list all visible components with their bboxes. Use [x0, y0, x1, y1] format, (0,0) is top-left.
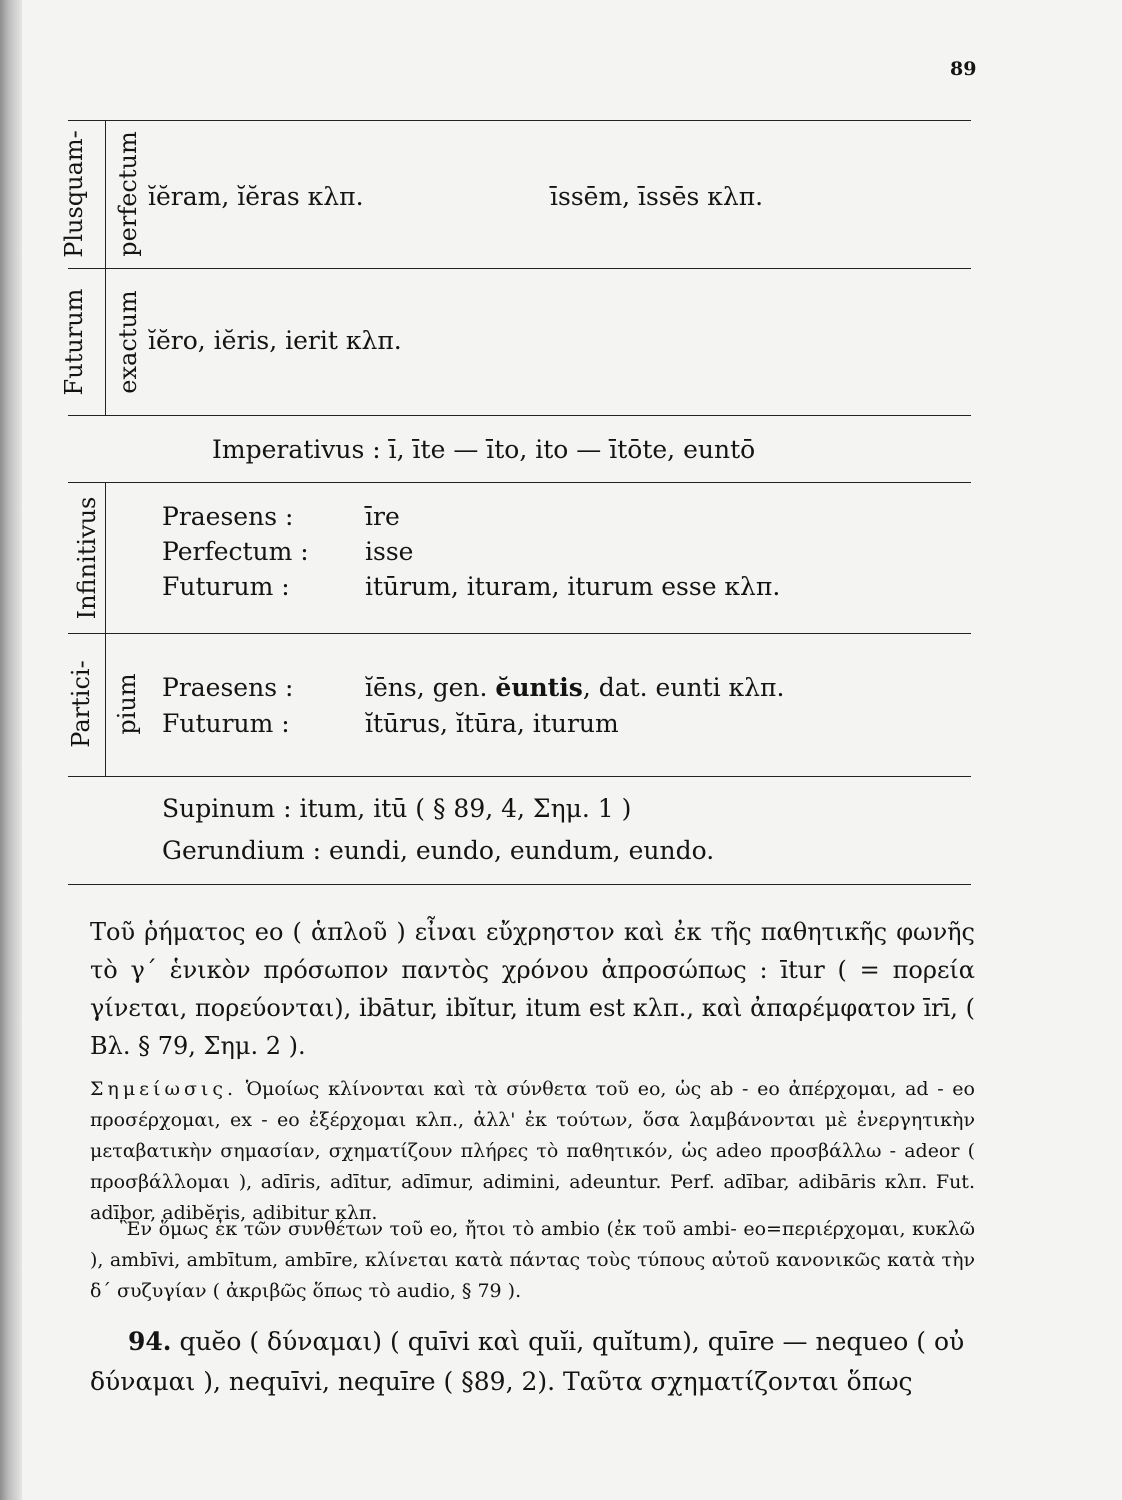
- note-text-1: Ὁμοίως κλίνονται καὶ τὰ σύνθετα τοῦ eo, ὡς ab - eo ἀπέρχομαι, ad - eo προσέρχομαι, ex - eo ἐξέρχομαι κλπ., ἀλλ' ἐκ τούτων, ὅσα λαμβάνονται μὲ ἐνεργητικὴν μεταβατικὴν σημασίαν, σχηματίζουν πλήρες τὸ παθητικόν, ὡς adeo προσβάλλω - adeor ( προσβάλλομαι ), adīris, adītur, adīmur, adimini, adeuntur. Perf. adībar, adibāris κλπ. Fut. adībor, adibĕris, adibitur κλπ.: [90, 1078, 975, 1224]
- row-label-perfectum: perfectum: [114, 131, 142, 257]
- note-block: [90, 1074, 975, 1229]
- infinitivus-futurum-value: itūrum, ituram, iturum esse κλπ.: [365, 572, 781, 601]
- imperativus-line: Imperativus : ī, īte — īto, ito — ītōte, euntō: [212, 435, 756, 464]
- infinitivus-perfectum-label: Perfectum :: [162, 537, 309, 566]
- participium-praesens-value-bold: ĕuntis: [495, 673, 583, 702]
- vertical-rule-2: [105, 268, 106, 415]
- infinitivus-praesens-label: Praesens :: [162, 502, 294, 531]
- participium-futurum-value: ĭtūrus, ĭtūra, iturum: [365, 709, 619, 738]
- infinitivus-praesens-value: īre: [365, 502, 400, 531]
- rule-after-participium: [68, 776, 971, 777]
- infinitivus-perfectum-value: isse: [365, 537, 414, 566]
- row-label-infinitivus: Infinitivus: [73, 496, 101, 620]
- row-label-pium: pium: [113, 673, 141, 735]
- row-label-partici: Partici-: [67, 660, 95, 748]
- note-heading: Σημείωσις.: [90, 1078, 238, 1100]
- rule-after-plusquam: [68, 268, 971, 269]
- participium-praesens-label: Praesens :: [162, 673, 294, 702]
- plusquam-indicative: ĭĕram, ĭĕras κλπ.: [148, 182, 364, 211]
- note-text-2: Ἓν ὅμως ἐκ τῶν συνθέτων τοῦ eo, ἤτοι τὸ ambio (ἐκ τοῦ ambi- eo=περιέρχομαι, κυκλῶ ), ambīvi, ambītum, ambīre, κλίνεται κατὰ πάντας τοὺς τύπους αὐτοῦ κανονικῶς κατὰ τὴν δ΄ συζυγίαν ( ἀκριβῶς ὅπως τὸ audio, § 79 ).: [90, 1218, 975, 1302]
- page-number: 89: [950, 58, 977, 80]
- participium-futurum-label: Futurum :: [162, 709, 290, 738]
- rule-bottom: [68, 884, 971, 885]
- vertical-rule-3: [105, 482, 106, 633]
- participium-praesens-value: [365, 671, 784, 705]
- section-94-text: quĕo ( δύναμαι) ( quīvi καὶ quĭi, quĭtum), quīre — nequeo ( οὐ δύναμαι ), nequīvi, nequīre ( §89, 2). Ταῦτα σχηματίζονται ὅπως: [90, 1327, 965, 1396]
- paragraph-eo-passive: Τοῦ ῥήματος eo ( ἁπλοῦ ) εἶναι εὔχρηστον καὶ ἐκ τῆς παθητικῆς φωνῆς τὸ γ΄ ἑνικὸν πρόσωπον παντὸς χρόνου ἀπροσώπως : ītur ( = πορεία γίνεται, πορεύονται), ibātur, ibĭtur, itum est κλπ., καὶ ἀπαρέμφατον īrī, ( Βλ. § 79, Σημ. 2 ).: [90, 918, 975, 1060]
- plusquam-subjunctive: īssēm, īssēs κλπ.: [550, 182, 764, 211]
- vertical-rule-4: [105, 633, 106, 776]
- participium-praesens-value-post: , dat. eunti κλπ.: [582, 673, 785, 702]
- row-label-exactum: exactum: [114, 290, 142, 394]
- section-94: [90, 1322, 975, 1402]
- row-label-futurum: Futurum: [60, 288, 88, 396]
- book-spine-shadow: [0, 0, 22, 1500]
- note-block-2: [90, 1214, 975, 1307]
- futurum-exactum-indicative: ĭĕro, iĕris, ierit κλπ.: [148, 326, 402, 355]
- rule-after-infinitivus: [68, 633, 971, 634]
- rule-after-futurum: [68, 415, 971, 416]
- row-label-plusquam: Plusquam-: [60, 130, 88, 258]
- rule-after-imperativus: [68, 482, 971, 483]
- participium-praesens-value-pre: ĭēns, gen.: [365, 673, 496, 702]
- infinitivus-futurum-label: Futurum :: [162, 572, 290, 601]
- rule-top: [68, 120, 971, 121]
- supinum-line: Supinum : itum, itū ( § 89, 4, Σημ. 1 ): [162, 794, 632, 823]
- section-number: 94.: [128, 1327, 172, 1356]
- gerundium-line: Gerundium : eundi, eundo, eundum, eundo.: [162, 836, 715, 865]
- vertical-rule-1: [105, 120, 106, 268]
